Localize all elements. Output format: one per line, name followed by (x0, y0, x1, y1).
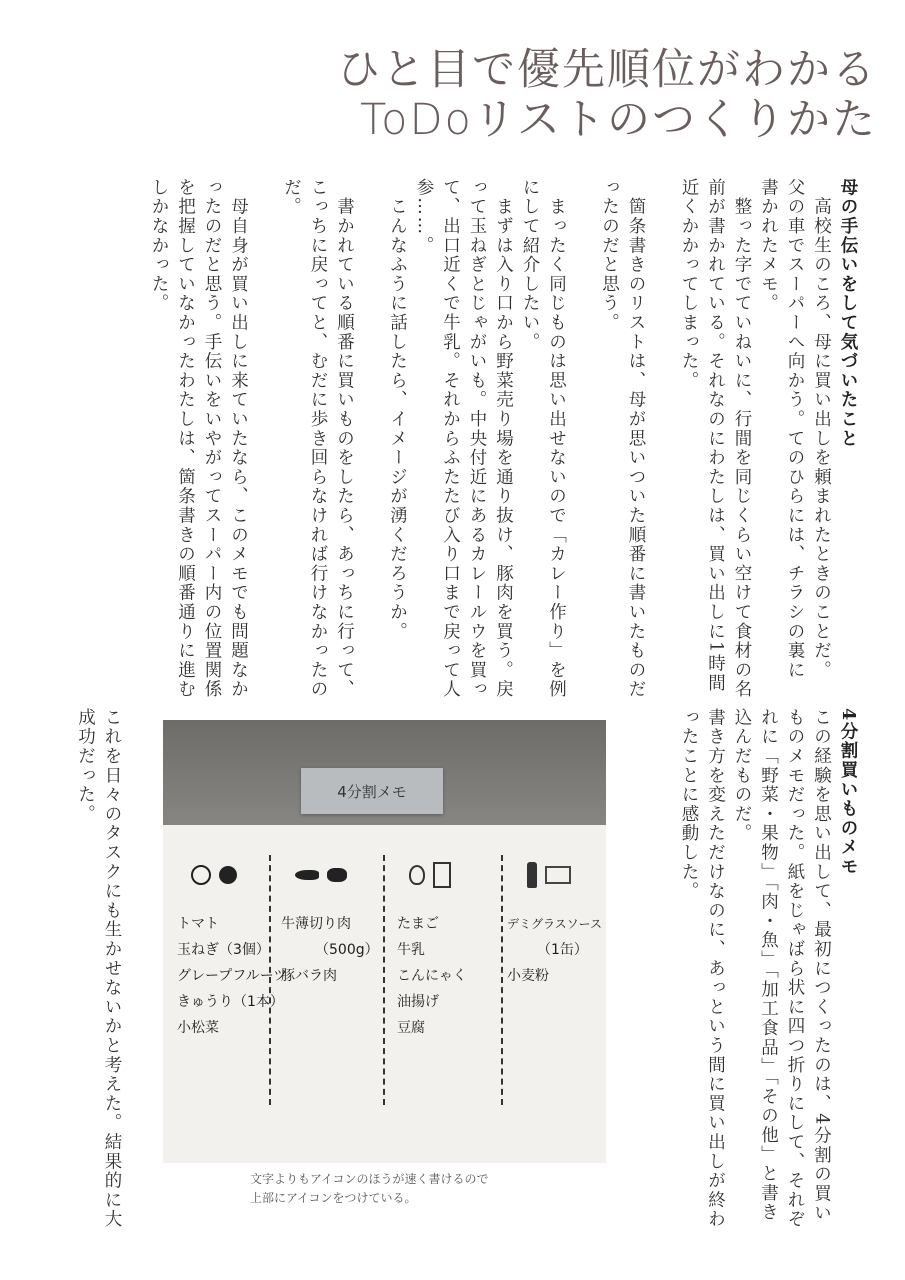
section-heading: 4分割買いものメモ (838, 708, 858, 877)
body-text-line: ったのだと思う。手伝いをいやがってスーパー内の位置関係 (202, 178, 222, 700)
dashed-divider (383, 855, 385, 1105)
body-text-line: 込んだものだ。 (732, 708, 752, 844)
dashed-divider (269, 855, 271, 1105)
memo-item: 牛薄切り肉 (281, 916, 351, 932)
body-text-line: て、出口近くで牛乳。それからふたたび入り口まで戻って人 (440, 178, 461, 700)
body-text-line: この経験を思い出して、最初につくったのは、4分割の買い (811, 708, 832, 1223)
memo-item: （500g） (315, 942, 379, 958)
memo-item: 玉ねぎ（3個） (177, 942, 270, 958)
page-title-line-1: ひと目で優先順位がわかる (337, 45, 877, 95)
body-text-line: 書き方を変えただけなのに、あっという間に買い出しが終わ (705, 708, 726, 1230)
section-heading: 母の手伝いをして気づいたこと (838, 178, 858, 449)
memo-item: （1缶） (537, 942, 588, 958)
memo-item: デミグラスソース (507, 917, 603, 931)
body-text-line: 箇条書きのリストは、母が思いついた順番に書いたものだ (626, 178, 646, 700)
memo-card (163, 825, 606, 1163)
memo-item: 豚バラ肉 (281, 968, 337, 984)
body-text-line: にして紹介したい。 (520, 178, 540, 352)
memo-column-4 (507, 855, 602, 989)
memo-item: 油揚げ (397, 994, 439, 1010)
caption-line: 上部にアイコンをつけている。 (250, 1191, 417, 1205)
body-text-line: 参……。 (414, 178, 434, 256)
body-text-line: ものメモだった。紙をじゃばら状に四つ折りにして、それぞ (785, 708, 805, 1230)
memo-photo (163, 720, 606, 1163)
body-text-line: 父の車でスーパーへ向かう。てのひらには、チラシの裏に (785, 178, 805, 680)
body-text-line: まずは入り口から野菜売り場を通り抜け、豚肉を買う。戻 (493, 178, 514, 700)
body-text-line: 成功だった。 (75, 708, 96, 824)
body-text-line: れに「野菜・果物」「肉・魚」「加工食品」「その他」と書き (758, 708, 779, 1223)
body-text-line: こんなふうに話したら、イメージが湧くだろうか。 (387, 178, 408, 642)
sauce-bottle-icon (527, 862, 537, 888)
memo-item: たまご (397, 916, 439, 932)
memo-column-3 (397, 855, 467, 1041)
dashed-divider (501, 855, 503, 1105)
body-text-line: まったく同じものは思い出せないので「カレー作り」を例 (546, 178, 567, 700)
body-text-line: これを日々のタスクにも生かせないかと考えた。結果的に大 (102, 708, 122, 1230)
memo-item: 牛乳 (397, 942, 425, 958)
body-text-line: 母自身が買い出しに来ていたなら、このメモでも問題なか (228, 178, 249, 700)
memo-item: グレープフルーツ (177, 968, 288, 984)
tofu-pack-icon (433, 862, 451, 888)
body-text-line: 書かれている順番に買いものをしたら、あっちに行って、 (334, 178, 355, 700)
body-text-line: 高校生のころ、母に買い出しを頼まれたときのことだ。 (811, 178, 832, 680)
caption-line: 文字よりもアイコンのほうが速く書けるので (250, 1172, 489, 1186)
body-text-line: こっちに戻ってと、むだに歩き回らなければ行けなかったの (308, 178, 328, 700)
body-text-line: 近くかかってしまった。 (679, 178, 699, 391)
memo-item: 小松菜 (177, 1020, 219, 1036)
body-text-line: しかなかった。 (149, 178, 169, 314)
memo-item: 小麦粉 (507, 968, 549, 984)
fish-icon (295, 870, 319, 880)
photo-caption (250, 1170, 488, 1208)
body-text-line: 書かれたメモ。 (758, 178, 779, 314)
memo-item: きゅうり（1本） (177, 994, 284, 1010)
flour-box-icon (545, 866, 571, 884)
memo-item: こんにゃく (397, 968, 467, 984)
body-text-line: 前が書かれている。それなのにわたしは、買い出しに1時間 (705, 178, 726, 693)
memo-item: トマト (177, 916, 219, 932)
egg-icon (409, 865, 425, 885)
body-text-line: って玉ねぎとじゃがいも。中央付近にあるカレールウを買っ (467, 178, 487, 700)
body-text-line: ったのだと思う。 (599, 178, 620, 333)
tomato-icon (191, 865, 211, 885)
body-text-line: だ。 (281, 178, 302, 217)
memo-column-2 (281, 855, 379, 989)
meat-icon (327, 868, 347, 882)
memo-item: 豆腐 (397, 1020, 425, 1036)
body-text-line: ったことに感動した。 (679, 708, 699, 901)
sticky-note: 4分割メモ (301, 768, 443, 814)
body-text-line: を把握していなかったわたしは、箇条書きの順番通りに進む (175, 178, 196, 700)
body-text-line: 整った字でていねいに、行間を同じくらい空けて食材の名 (732, 178, 752, 700)
page-title-line-2: ToDoリストのつくりかた (360, 95, 877, 145)
apple-icon (219, 866, 237, 884)
